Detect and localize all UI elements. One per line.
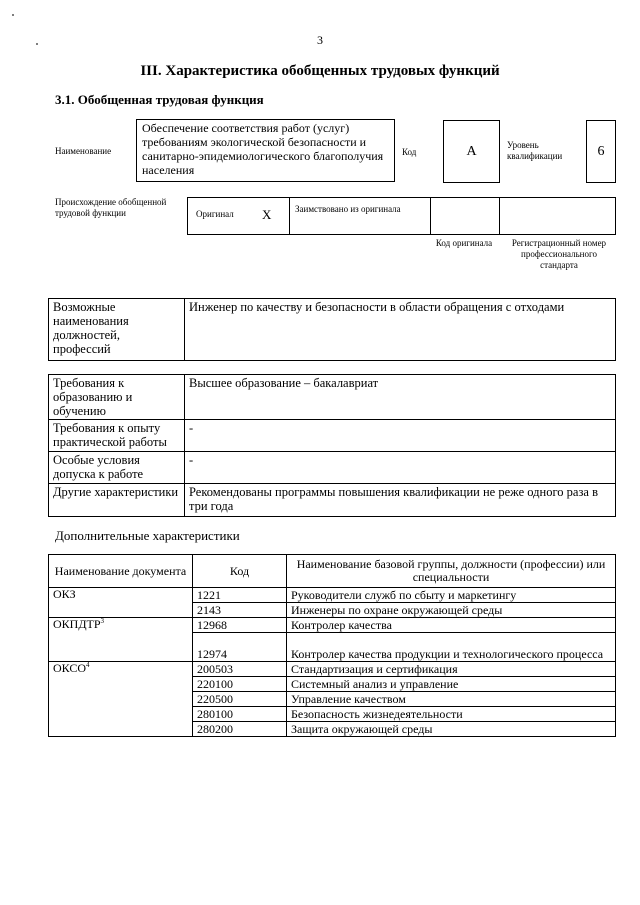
- original-label: Оригинал: [196, 209, 234, 219]
- code-value: А: [466, 144, 477, 159]
- footnote-mark: 3: [100, 617, 105, 625]
- doc-cell: [49, 662, 193, 737]
- code-cell: 12974: [193, 633, 287, 662]
- table-row: [49, 452, 616, 484]
- doc-cell: [49, 618, 193, 662]
- header-doc: Наименование документа: [49, 555, 193, 588]
- table-row: [49, 299, 616, 361]
- positions-label: Возможные наименования должностей, профессий: [49, 299, 185, 361]
- section-title: III. Характеристика обобщенных трудовых функций: [140, 63, 500, 79]
- name-cell: Руководители служб по сбыту и маркетингу: [287, 588, 616, 603]
- name-cell: Контролер качества продукции и технологического процесса: [287, 633, 616, 662]
- header-name: Наименование базовой группы, должности (профессии) или специальности: [287, 555, 616, 588]
- scan-speck: [36, 43, 38, 45]
- name-label: Наименование: [55, 146, 112, 156]
- level-label: Уровень квалификации: [507, 140, 563, 161]
- borrowed-label: Заимствовано из оригинала: [295, 204, 401, 214]
- code-label: Код: [402, 147, 417, 157]
- name-cell: Контролер качества: [287, 618, 616, 633]
- code-cell: 200503: [193, 662, 287, 677]
- code-original-caption: Код оригинала: [435, 238, 493, 248]
- requirements-table: [48, 374, 616, 517]
- table-header-row: [49, 555, 616, 588]
- requirement-label: Другие характеристики: [49, 484, 185, 517]
- doc-cell: [49, 588, 193, 618]
- table-row: [49, 662, 616, 677]
- code-cell: 220500: [193, 692, 287, 707]
- header-code: Код: [193, 555, 287, 588]
- positions-table: [48, 298, 616, 361]
- name-cell: Системный анализ и управление: [287, 677, 616, 692]
- origin-row: [187, 197, 616, 235]
- function-name-value: Обеспечение соответствия работ (услуг) требованиям экологической безопасности и санитарно-эпидемиологического благополучия населения: [142, 121, 384, 177]
- requirement-value: Рекомендованы программы повышения квалификации не реже одного раза в три года: [185, 484, 616, 517]
- code-cell: 2143: [193, 603, 287, 618]
- page-number: 3: [317, 33, 323, 47]
- positions-value: Инженер по качеству и безопасности в области обращения с отходами: [185, 299, 616, 361]
- doc-name: ОКПДТР: [53, 617, 101, 631]
- name-cell: Управление качеством: [287, 692, 616, 707]
- origin-divider: [499, 197, 500, 235]
- origin-divider: [430, 197, 431, 235]
- name-cell: Безопасность жизнедеятельности: [287, 707, 616, 722]
- code-cell: 1221: [193, 588, 287, 603]
- additional-table: [48, 554, 616, 737]
- requirement-label: Требования к образованию и обучению: [49, 375, 185, 420]
- origin-divider: [289, 197, 290, 235]
- name-cell: Защита окружающей среды: [287, 722, 616, 737]
- requirement-value: Высшее образование – бакалавриат: [185, 375, 616, 420]
- subsection-title: 3.1. Обобщенная трудовая функция: [55, 92, 264, 107]
- doc-name: ОКСО: [53, 661, 87, 675]
- scan-speck: [12, 14, 14, 16]
- origin-label: Происхождение обобщенной трудовой функции: [55, 197, 167, 218]
- reg-number-caption: Регистрационный номер профессионального стандарта: [511, 238, 607, 270]
- table-row: [49, 420, 616, 452]
- level-value: 6: [597, 144, 605, 159]
- additional-title: Дополнительные характеристики: [55, 528, 240, 543]
- code-cell: 12968: [193, 618, 287, 633]
- doc-name: ОКЗ: [53, 587, 76, 601]
- table-row: [49, 588, 616, 603]
- requirement-value: -: [185, 420, 616, 452]
- table-row: [49, 618, 616, 633]
- table-row: [49, 484, 616, 517]
- original-mark: X: [262, 207, 272, 222]
- code-cell: 220100: [193, 677, 287, 692]
- requirement-value: -: [185, 452, 616, 484]
- code-cell: 280200: [193, 722, 287, 737]
- table-row: [49, 375, 616, 420]
- name-cell: Инженеры по охране окружающей среды: [287, 603, 616, 618]
- requirement-label: Особые условия допуска к работе: [49, 452, 185, 484]
- requirement-label: Требования к опыту практической работы: [49, 420, 185, 452]
- function-name-box: [136, 119, 395, 182]
- name-cell: Стандартизация и сертификация: [287, 662, 616, 677]
- footnote-mark: 4: [86, 661, 90, 669]
- code-cell: 280100: [193, 707, 287, 722]
